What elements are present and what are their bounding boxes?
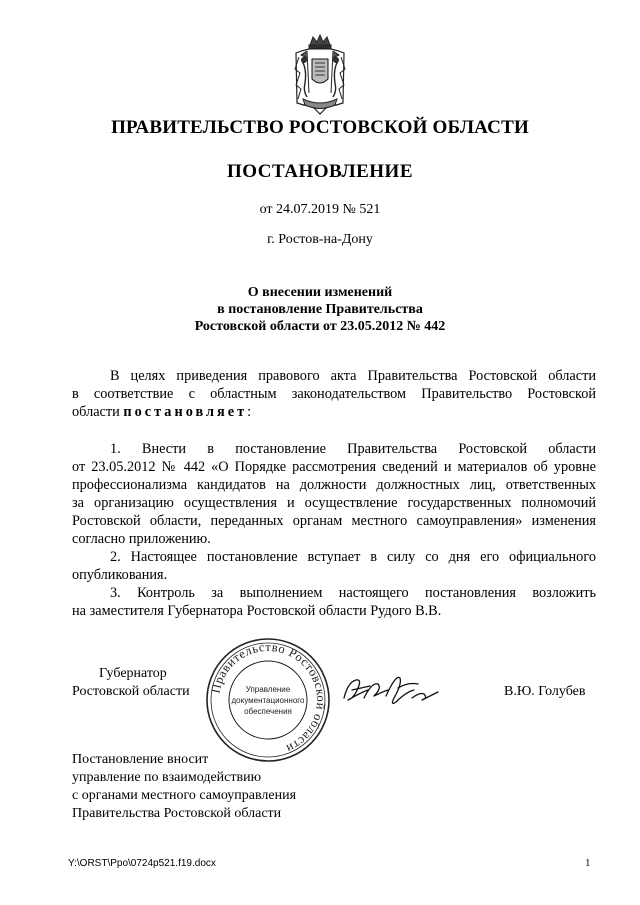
item-3-line: 3. Контроль за выполнением настоящего постановления возложить — [110, 585, 596, 601]
organization-name: ПРАВИТЕЛЬСТВО РОСТОВСКОЙ ОБЛАСТИ — [111, 117, 529, 138]
introduced-by-line: с органами местного самоуправления — [72, 788, 297, 803]
introduced-by-line: Постановление вносит — [72, 752, 209, 767]
coat-of-arms-icon — [293, 33, 347, 115]
handwritten-signature-icon — [338, 668, 446, 710]
preamble-line: В целях приведения правового акта Правительства Ростовской области — [110, 368, 596, 384]
stamp-center-line: обеспечения — [244, 707, 292, 716]
item-1-line: от 23.05.2012 № 442 «О Порядке рассмотрения сведений и материалов об уровне — [72, 459, 596, 475]
introduced-by-line: управление по взаимодействию — [72, 770, 262, 785]
signer-title: Ростовской области — [72, 684, 190, 699]
document-title-line: в постановление Правительства — [217, 302, 423, 317]
item-2-line: опубликования. — [72, 567, 168, 583]
item-1-line: Ростовской области, переданных органам местного самоуправления» изменения — [72, 513, 596, 529]
item-1-line: 1. Внести в постановление Правительства Ростовской области — [110, 441, 596, 457]
official-stamp — [204, 636, 332, 764]
stamp-center-line: документационного — [231, 696, 305, 705]
preamble-line — [72, 403, 596, 421]
document-title-line: О внесении изменений — [247, 285, 393, 300]
item-1-line: профессионализма кандидатов на должности должностных лиц, ответственных — [72, 477, 596, 493]
footer-file-path: Y:\ORST\Ppo\0724p521.f19.docx — [68, 858, 216, 869]
document-type: ПОСТАНОВЛЕНИЕ — [226, 161, 414, 182]
decree-word: постановляет — [123, 404, 248, 420]
item-1-line: согласно приложению. — [72, 531, 211, 547]
stamp-ring-text: Правительство Ростовской области — [208, 639, 329, 757]
preamble-line: в соответствие с областным законодательством Правительство Ростовской — [72, 386, 596, 402]
document-date-number: от 24.07.2019 № 521 — [259, 202, 381, 217]
document-title-line: Ростовской области от 23.05.2012 № 442 — [194, 319, 446, 334]
preamble-colon: : — [247, 404, 252, 420]
item-2-line: 2. Настоящее постановление вступает в силу со дня его официального — [110, 549, 596, 565]
stamp-center-line: Управление — [245, 685, 291, 694]
item-1-line: за организацию осуществления и осуществление государственных полномочий — [72, 495, 596, 511]
signer-name: В.Ю. Голубев — [504, 684, 586, 699]
introduced-by-line: Правительства Ростовской области — [72, 806, 282, 821]
document-city: г. Ростов-на-Дону — [267, 232, 373, 247]
signer-title: Губернатор — [99, 666, 167, 681]
item-3-line: на заместителя Губернатора Ростовской области Рудого В.В. — [72, 603, 442, 619]
page-number: 1 — [585, 857, 591, 869]
preamble-text: области — [72, 404, 124, 420]
